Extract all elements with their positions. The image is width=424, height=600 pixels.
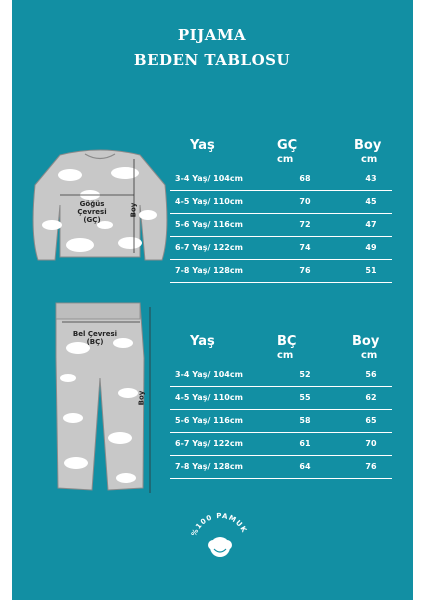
cell-age: 3-4 Yaş/ 104cm [175,174,243,183]
pants-length-label: Boy [137,390,146,406]
cell-height: 43 [365,174,377,183]
chest-label-line1: Göğüs [79,200,105,208]
brand-text: %100 PAMUK [189,511,249,538]
top-header-age: Yaş [190,138,215,153]
cell-measure: 55 [299,393,311,402]
cell-age: 7-8 Yaş/ 128cm [175,462,243,471]
cell-age: 5-6 Yaş/ 116cm [175,416,243,425]
chest-label-line2: Çevresi [77,208,107,216]
top-header-measure: GÇ [277,138,298,153]
cell-measure: 68 [299,174,311,183]
chest-label-line3: (GÇ) [83,216,101,224]
bottom-header-measure: BÇ [277,334,297,349]
cell-height: 70 [365,439,377,448]
table-row [170,191,392,214]
top-header-height: Boy [354,138,382,153]
cell-height: 76 [365,462,377,471]
cell-age: 7-8 Yaş/ 128cm [175,266,243,275]
table-row [170,387,392,410]
cell-age: 5-6 Yaş/ 116cm [175,220,243,229]
page-title: PIJAMA [177,26,247,44]
bottom-header-age: Yaş [190,334,215,349]
cell-age: 4-5 Yaş/ 110cm [175,197,243,206]
table-row [170,456,392,479]
bottom-header-measure-unit: cm [277,350,294,361]
cell-height: 65 [365,416,377,425]
cell-age: 6-7 Yaş/ 122cm [175,243,243,252]
cell-height: 47 [365,220,377,229]
pants-length-line [145,305,155,495]
cell-height: 51 [365,266,377,275]
cell-measure: 74 [299,243,311,252]
top-header-height-unit: cm [361,154,378,165]
cotton-logo [185,505,255,565]
cell-measure: 61 [299,439,311,448]
chest-label [62,200,122,224]
page-subtitle: BEDEN TABLOSU [133,51,291,69]
cell-age: 3-4 Yaş/ 104cm [175,370,243,379]
cell-height: 45 [365,197,377,206]
cell-height: 56 [365,370,377,379]
cell-measure: 70 [299,197,311,206]
top-header-measure-unit: cm [277,154,294,165]
table-row [170,433,392,456]
table-row [170,410,392,433]
cell-age: 4-5 Yaş/ 110cm [175,393,243,402]
cell-age: 6-7 Yaş/ 122cm [175,439,243,448]
bottom-header-height: Boy [352,334,380,349]
cell-measure: 52 [299,370,311,379]
table-row [170,237,392,260]
table-row [170,214,392,237]
cell-height: 62 [365,393,377,402]
bottom-header-height-unit: cm [361,350,378,361]
cell-measure: 58 [299,416,311,425]
waist-label [60,330,130,346]
cell-measure: 64 [299,462,311,471]
table-row [170,168,392,191]
waist-label-line1: Bel Çevresi [72,330,118,338]
table-row [170,364,392,387]
cell-measure: 72 [299,220,311,229]
table-row [170,260,392,283]
waist-label-line2: (BÇ) [86,338,104,346]
shirt-length-label: Boy [129,202,138,218]
cell-measure: 76 [299,266,311,275]
cell-height: 49 [365,243,377,252]
